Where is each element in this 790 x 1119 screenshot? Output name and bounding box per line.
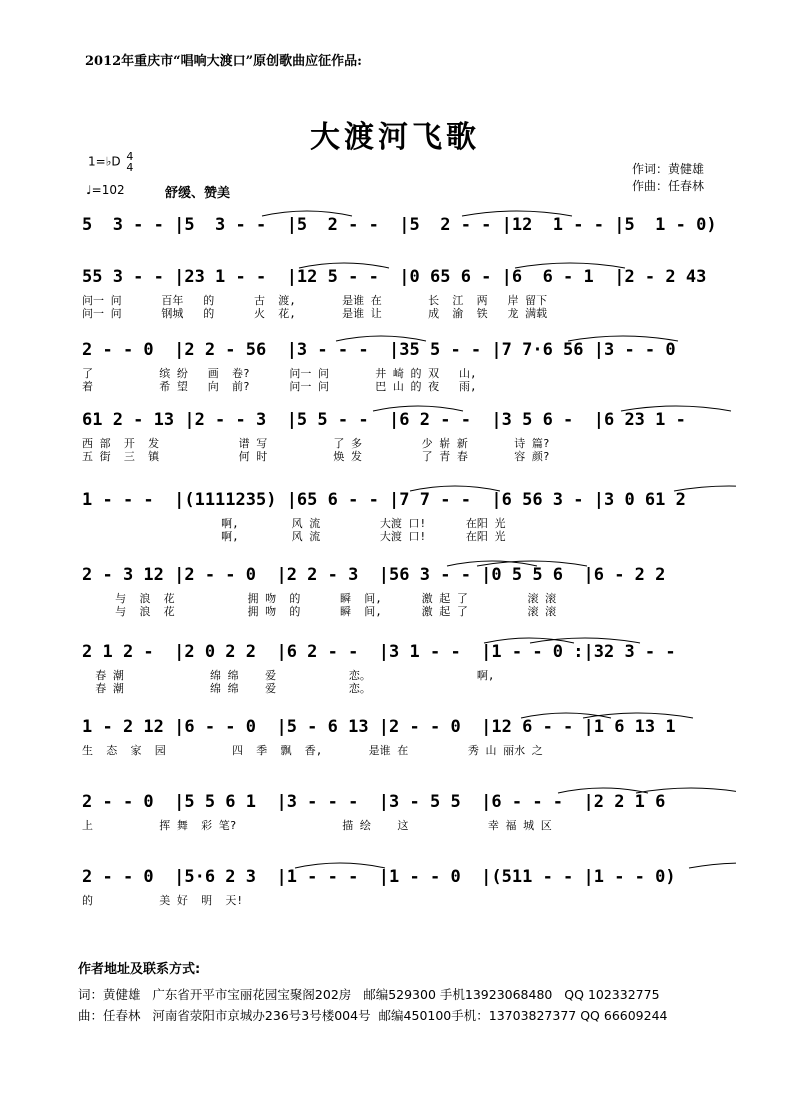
note-line: 55 3 - - |23 1 - - |12 5 - - |0 65 6 - |6 6 - 1 |2 - 2 43	[82, 267, 707, 287]
lyrics-verse-1: 春 潮 绵 绵 爱 恋。 啊,	[82, 669, 495, 682]
key-label: 1=♭D	[88, 154, 121, 169]
meter-top: 4	[126, 150, 134, 163]
note-line: 61 2 - 13 |2 - - 3 |5 5 - - |6 2 - - |3 5 6 - |6 23 1 -	[82, 410, 686, 430]
lyrics-verse-1: 西 部 开 发 谱 写 了 多 少 崭 新 诗 篇?	[82, 437, 550, 450]
lyricist-credit: 作词：黄健雄	[632, 162, 705, 176]
lyrics-verse-2: 春 潮 绵 绵 爱 恋。	[82, 682, 371, 695]
contact-heading: 作者地址及联系方式:	[78, 962, 201, 977]
note-line: 2 - - 0 |5 5 6 1 |3 - - - |3 - 5 5 |6 - - - |2 2 1 6	[82, 792, 666, 812]
key-signature	[88, 151, 133, 173]
tempo-marking: ♩=102	[86, 183, 125, 197]
time-signature	[126, 151, 133, 173]
song-title: 大渡河飞歌	[310, 120, 480, 155]
lyrics-verse-1: 与 浪 花 拥 吻 的 瞬 间, 激 起 了 滚 滚	[82, 592, 557, 605]
lyrics-verse-2: 与 浪 花 拥 吻 的 瞬 间, 激 起 了 滚 滚	[82, 605, 557, 618]
staff-system	[82, 787, 736, 867]
lyrics-verse-1: 问一 问 百年 的 古 渡, 是谁 在 长 江 两 岸 留下	[82, 294, 548, 307]
lyrics-verse-1: 生 态 家 园 四 季 飘 香, 是谁 在 秀 山 丽水 之	[82, 744, 543, 757]
lyrics-verse-2: 问一 问 钢城 的 火 花, 是谁 让 成 渝 铁 龙 满载	[82, 307, 548, 320]
meter-bottom: 4	[126, 161, 134, 174]
staff-system	[82, 485, 736, 565]
lyricist-contact: 词：黄健雄 广东省开平市宝丽花园宝聚阁202房 邮编529300 手机13923068480 QQ 102332775	[78, 987, 660, 1002]
composer-contact: 曲：任春林 河南省荥阳市京城办236号3号楼004号 邮编450100手机：13703827377 QQ 66609244	[78, 1008, 668, 1023]
lyrics-verse-2: 五 街 三 镇 何 时 焕 发 了 青 春 容 颜?	[82, 450, 550, 463]
lyrics-verse-1: 上 挥 舞 彩 笔? 描 绘 这 幸 福 城 区	[82, 819, 552, 832]
staff-system	[82, 405, 736, 485]
note-line: 1 - 2 12 |6 - - 0 |5 - 6 13 |2 - - 0 |12 6 - - |1 6 13 1	[82, 717, 676, 737]
staff-system	[82, 712, 736, 792]
staff-system	[82, 262, 736, 342]
note-line: 2 1 2 - |2 0 2 2 |6 2 - - |3 1 - - |1 - - 0 :|32 3 - -	[82, 642, 676, 662]
lyrics-verse-1: 啊, 风 流 大渡 口! 在阳 光	[82, 517, 506, 530]
staff-system	[82, 335, 736, 415]
note-line: 2 - - 0 |5·6 2 3 |1 - - - |1 - - 0 |(511 - - |1 - - 0)	[82, 867, 676, 887]
note-line: 2 - - 0 |2 2 - 56 |3 - - - |35 5 - - |7 7·6 56 |3 - - 0	[82, 340, 676, 360]
lyrics-verse-1: 的 美 好 明 天!	[82, 894, 243, 907]
lyrics-verse-2: 啊, 风 流 大渡 口! 在阳 光	[82, 530, 506, 543]
composer-credit: 作曲：任春林	[632, 179, 705, 193]
staff-system	[82, 637, 736, 717]
note-line: 1 - - - |(1111235) |65 6 - - |7 7 - - |6 56 3 - |3 0 61 2	[82, 490, 686, 510]
mood-marking: 舒缓、赞美	[165, 186, 231, 201]
lyrics-verse-2: 着 希 望 向 前? 问一 问 巴 山 的 夜 雨,	[82, 380, 477, 393]
note-line: 5 3 - - |5 3 - - |5 2 - - |5 2 - - |12 1 - - |5 1 - 0)	[82, 215, 717, 235]
lyrics-verse-1: 了 缤 纷 画 卷? 问一 问 井 崎 的 双 山,	[82, 367, 477, 380]
contest-heading: 2012年重庆市“唱响大渡口”原创歌曲应征作品:	[85, 54, 362, 69]
staff-system	[82, 560, 736, 640]
staff-system	[82, 862, 736, 942]
note-line: 2 - 3 12 |2 - - 0 |2 2 - 3 |56 3 - - |0 5 5 6 |6 - 2 2	[82, 565, 666, 585]
